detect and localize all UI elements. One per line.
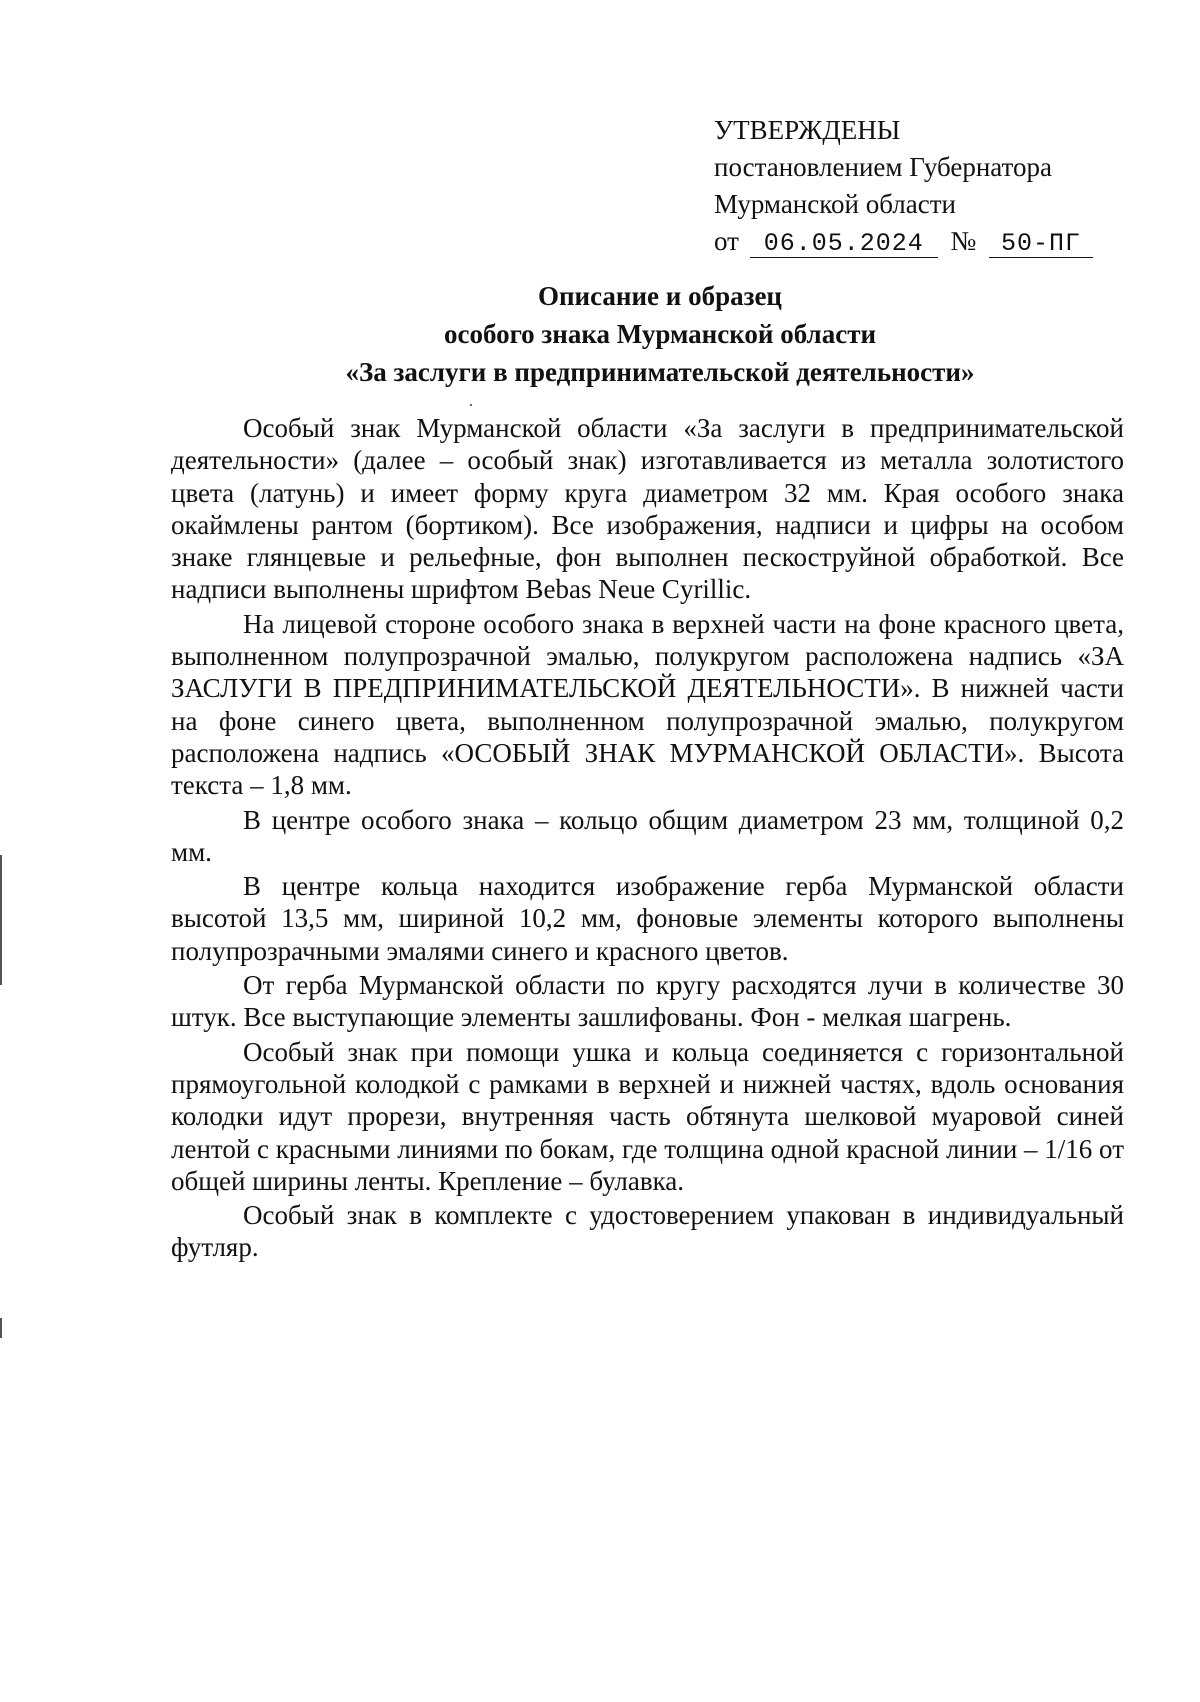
- title-line-2: особого знака Мурманской области: [443, 319, 877, 349]
- scan-speck: [470, 404, 472, 406]
- number-prefix: №: [950, 226, 977, 256]
- paragraph-6: Особый знак при помощи ушка и кольца соединяется с горизонтальной прямоугольной колодкой с рамками в верхней и нижней частях, вдоль основания колодки идут прорези, внутренняя часть обтянута шелковой муаровой синей лентой с красными линиями по бокам, где толщина одной красной линии – 1/16 от общей ширины ленты. Крепление – булавка.: [171, 1036, 1124, 1196]
- paragraph-3: В центре особого знака – кольцо общим диаметром 23 мм, толщиной 0,2 мм.: [171, 804, 1124, 867]
- approval-line-2: Мурманской области: [714, 189, 956, 219]
- title-line-1: Описание и образец: [538, 281, 782, 311]
- document-body: [171, 412, 1124, 1266]
- paragraph-1: Особый знак Мурманской области «За заслуги в предпринимательской деятельности» (далее – особый знак) изготавливается из металла золотистого цвета (латунь) и имеет форму круга диаметром 32 мм. Края особого знака окаймлены рантом (бортиком). Все изображения, надписи и цифры на особом знаке глянцевые и рельефные, фон выполнен пескоструйной обработкой. Все надписи выполнены шрифтом Bebas Neue Cyrillic.: [171, 413, 1124, 605]
- approval-date-line: [714, 223, 1144, 260]
- paragraph-5: От герба Мурманской области по кругу расходятся лучи в количестве 30 штук. Все выступающие элементы зашлифованы. Фон - мелкая шагрень.: [171, 970, 1124, 1033]
- date-prefix: от: [714, 226, 739, 256]
- scan-edge-mark: [0, 855, 2, 985]
- approval-line-1: постановлением Губернатора: [714, 152, 1052, 182]
- paragraph-4: В центре кольца находится изображение герба Мурманской области высотой 13,5 мм, шириной 10,2 мм, фоновые элементы которого выполнены полупрозрачными эмалями синего и красного цветов.: [171, 871, 1124, 966]
- paragraph-7: Особый знак в комплекте с удостоверением упакован в индивидуальный футляр.: [171, 1200, 1124, 1263]
- document-title: [170, 277, 1150, 391]
- approval-number: 50-ПГ: [989, 231, 1093, 258]
- title-line-3: «За заслуги в предпринимательской деятельности»: [345, 357, 975, 387]
- paragraph-2: На лицевой стороне особого знака в верхней части на фоне красного цвета, выполненном полупрозрачной эмалью, полукругом расположена надпись «ЗА ЗАСЛУГИ В ПРЕДПРИНИМАТЕЛЬСКОЙ ДЕЯТЕЛЬНОСТИ». В нижней части на фоне синего цвета, выполненном полупрозрачной эмалью, полукругом расположена надпись «ОСОБЫЙ ЗНАК МУРМАНСКОЙ ОБЛАСТИ». Высота текста – 1,8 мм.: [171, 608, 1124, 801]
- approval-date: 06.05.2024: [750, 231, 938, 258]
- approval-heading: УТВЕРЖДЕНЫ: [714, 115, 901, 145]
- scan-edge-mark: [0, 1318, 2, 1338]
- approval-block: [714, 112, 1144, 260]
